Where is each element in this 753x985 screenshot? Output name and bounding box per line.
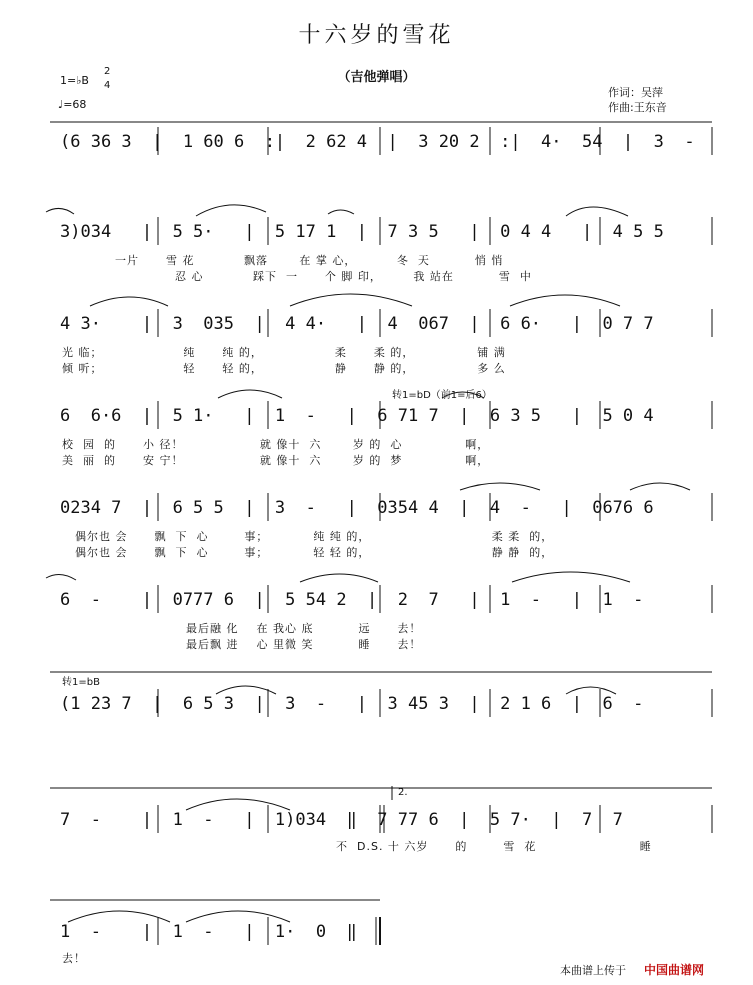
composer-credit: 作曲:王东音 <box>608 101 667 114</box>
song-title: 十六岁的雪花 <box>298 23 455 48</box>
time-signature-top: 2 <box>104 66 111 77</box>
lyric-row-3-verse-1: 光 临； 纯 纯 的， 柔 柔 的， 铺 满 <box>62 346 506 359</box>
notation-row-2: 3)034 | 5 5· | 5 17 1 | 7 3 5 | 0 4 4 | 4 5 5 <box>60 222 664 242</box>
lyric-row-6-verse-1: 最后融 化 在 我心 底 远 去！ <box>186 622 422 635</box>
lyric-row-8: 不 D.S. 十 六岁 的 雪 花 睡 <box>336 840 652 853</box>
lyric-row-6-verse-2: 最后飘 进 心 里微 笑 睡 去！ <box>186 638 422 651</box>
subtitle: （吉他弹唱） <box>337 70 416 85</box>
volta-2-label: 2. <box>398 787 408 798</box>
notation-row-5: 0234 7 | 6 5 5 | 3 - | 0354 4 | 4 - | 0676 6 <box>60 498 654 518</box>
tempo-marking: ♩=68 <box>58 98 87 111</box>
modulation-marking-1: 转1=bD（前1=后6） <box>392 390 492 401</box>
notation-row-7: (1 23 7 | 6 5 3 | 3 - | 3 45 3 | 2 1 6 | 6 - <box>60 694 644 714</box>
notation-row-9: 1 - | 1 - | 1· 0 ‖ <box>60 922 357 942</box>
lyric-row-5-verse-2: 偶尔也 会 飘 下 心 事； 轻 轻 的， 静 静 的， <box>75 546 554 559</box>
lyric-row-9: 去！ <box>62 952 86 965</box>
lyricist-credit: 作词：吴萍 <box>608 86 663 99</box>
notation-row-1: (6 36 3 | 1 60 6 :| 2 62 4 | 3 20 2 :| 4· 54 | 3 - <box>60 132 695 152</box>
footer-text: 本曲谱上传于 <box>560 964 626 977</box>
modulation-marking-2: 转1=bB <box>62 677 100 688</box>
notation-row-4: 6 6·6 | 5 1· | 1 - | 6 71 7 | 6 3 5 | 5 0 4 <box>60 406 654 426</box>
lyric-row-3-verse-2: 倾 听； 轻 轻 的， 静 静 的， 多 么 <box>62 362 506 375</box>
key-signature: 1=♭B <box>60 74 89 87</box>
notation-row-8: 7 - | 1 - | 1)034 ‖ 7 77 6 | 5 7· | 7 7 <box>60 810 623 830</box>
lyric-row-2-verse-2: 忍 心 踩下 一 个 脚 印， 我 站在 雪 中 <box>175 270 532 283</box>
lyric-row-4-verse-1: 校 园 的 小 径！ 就 像十 六 岁 的 心 啊， <box>62 438 490 451</box>
lyric-row-4-verse-2: 美 丽 的 安 宁！ 就 像十 六 岁 的 梦 啊， <box>62 454 490 467</box>
lyric-row-2-verse-1: 一片 雪 花 飘落 在 掌 心， 冬 天 悄 悄 <box>115 254 504 267</box>
notation-row-6: 6 - | 0777 6 | 5 54 2 | 2 7 | 1 - | 1 - <box>60 590 644 610</box>
lyric-row-5-verse-1: 偶尔也 会 飘 下 心 事； 纯 纯 的， 柔 柔 的， <box>75 530 554 543</box>
notation-row-3: 4 3· | 3 035 | 4 4· | 4 067 | 6 6· | 0 7 7 <box>60 314 654 334</box>
site-logo-text: 中国曲谱网 <box>644 963 705 977</box>
time-signature-bottom: 4 <box>104 80 111 91</box>
